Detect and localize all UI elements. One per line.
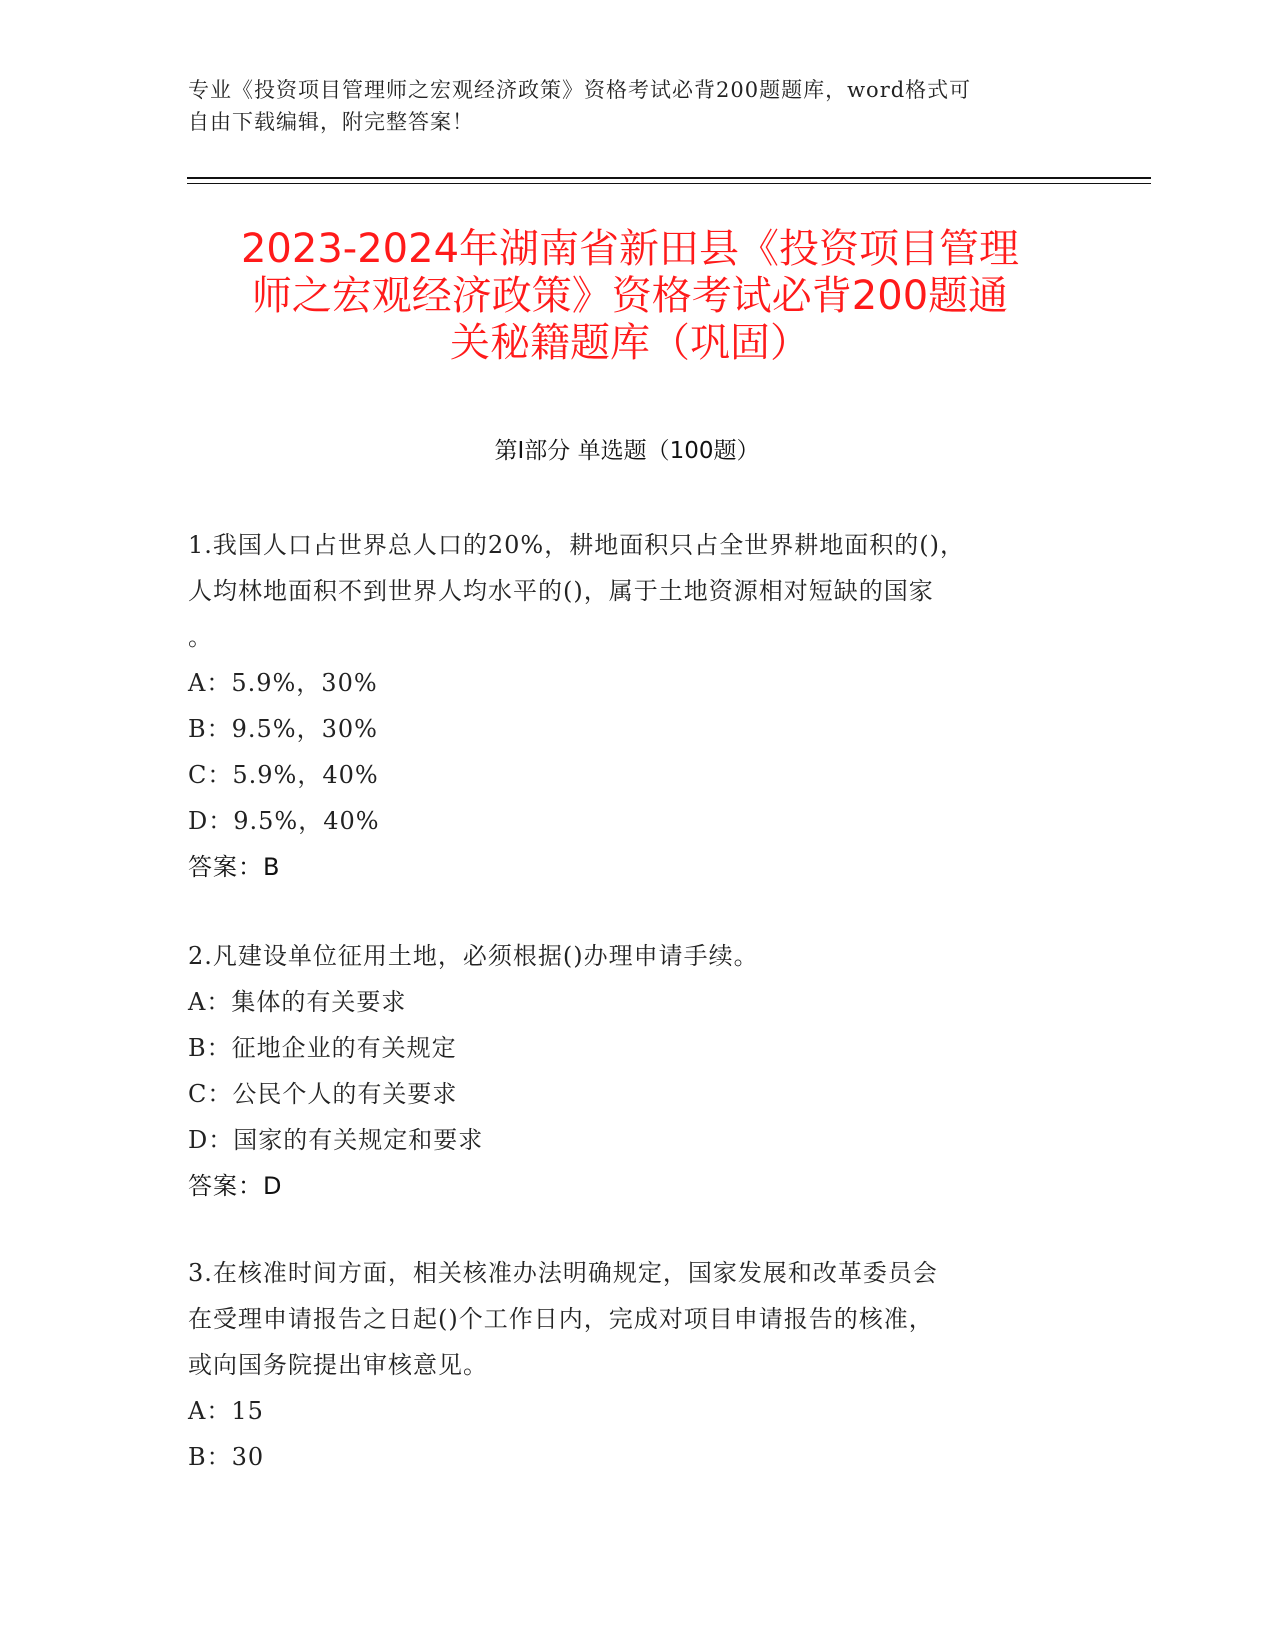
header-note-line: 专业《投资项目管理师之宏观经济政策》资格考试必背200题题库，word格式可 <box>188 78 972 102</box>
title-line: 关秘籍题库（巩固） <box>450 320 810 366</box>
question-stem <box>188 522 1068 660</box>
question-stem <box>188 933 1068 979</box>
header-divider-thick <box>187 177 1151 179</box>
header-divider-thin <box>187 183 1151 184</box>
title-line: 2023-2024年湖南省新田县《投资项目管理 <box>240 226 1020 272</box>
stem-line: 1.我国人口占世界总人口的20%，耕地面积只占全世界耕地面积的()， <box>188 531 965 559</box>
option-c: C：5.9%，40% <box>188 761 379 789</box>
option-d: D：国家的有关规定和要求 <box>188 1126 484 1154</box>
option-d: D：9.5%，40% <box>188 807 380 835</box>
option-b: B：30 <box>188 1443 265 1471</box>
stem-line: 在受理申请报告之日起()个工作日内，完成对项目申请报告的核准， <box>188 1305 934 1333</box>
option-b: B：征地企业的有关规定 <box>188 1034 457 1062</box>
document-title <box>190 226 1070 367</box>
header-note-line: 自由下载编辑，附完整答案！ <box>188 110 474 134</box>
section-heading: 第Ⅰ部分 单选题（100题） <box>494 438 760 464</box>
question-2 <box>188 933 1068 1209</box>
option-c: C：公民个人的有关要求 <box>188 1080 458 1108</box>
stem-line: 或向国务院提出审核意见。 <box>188 1351 488 1379</box>
stem-line: 3.在核准时间方面，相关核准办法明确规定，国家发展和改革委员会 <box>188 1259 938 1287</box>
option-a: A：5.9%，30% <box>188 669 378 697</box>
title-line: 师之宏观经济政策》资格考试必背200题通 <box>251 273 1009 319</box>
option-a: A：集体的有关要求 <box>188 988 407 1016</box>
header-note <box>188 74 1088 138</box>
stem-line: 人均林地面积不到世界人均水平的()，属于土地资源相对短缺的国家 <box>188 577 934 605</box>
option-a: A：15 <box>188 1397 264 1425</box>
answer: 答案：B <box>188 853 281 881</box>
question-stem <box>188 1250 1068 1388</box>
question-1 <box>188 522 1068 890</box>
question-3 <box>188 1250 1068 1480</box>
answer: 答案：D <box>188 1172 283 1200</box>
option-b: B：9.5%，30% <box>188 715 378 743</box>
stem-line: 。 <box>188 623 213 651</box>
stem-line: 2.凡建设单位征用土地，必须根据()办理申请手续。 <box>188 942 759 970</box>
